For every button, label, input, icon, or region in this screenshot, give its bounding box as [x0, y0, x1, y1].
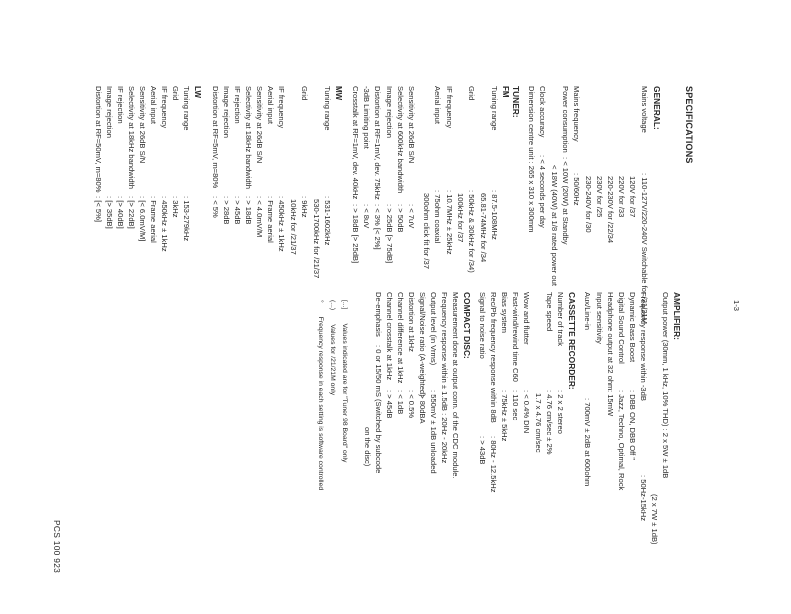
- spec-text: Distortion at 1kHz: [407, 292, 416, 352]
- spec-text: Grid: [300, 86, 309, 101]
- spec-text: 530-1700kHz for /21/37: [312, 199, 321, 279]
- footnote-text: Frequency response in each setting is software controlled: [317, 316, 324, 491]
- spec-text: Clock accuracy: [538, 86, 547, 138]
- spec-text: -3dB Limiting point: [362, 86, 371, 149]
- spec-text: : < 0.4% DIN: [522, 390, 531, 434]
- subsection-heading: MW: [334, 86, 343, 101]
- spec-text: 120V for /37: [628, 176, 637, 218]
- spec-text: Signal/Noise ratio (A-weighted): [418, 292, 427, 397]
- spec-text: 65.81-74MHz for /34: [479, 193, 488, 263]
- spec-text: IF frequency: [277, 86, 286, 129]
- spec-text: IF rejection: [116, 86, 125, 124]
- spec-text: : 2 x 2 stereo: [556, 390, 565, 434]
- spec-text: Channel crosstalk at 1kHz: [385, 292, 394, 381]
- spec-text: Sensitivity at 26dB S/N: [407, 86, 416, 164]
- spec-text: : 450kHz ± 1kHz: [277, 196, 286, 252]
- spec-text: : > 50dB: [396, 204, 405, 233]
- spec-text: : [> 22dB]: [127, 196, 136, 229]
- spec-text: : DBB ON, DBB Off ": [628, 390, 637, 461]
- spec-text: : 550mV ± 1dB unloaded: [429, 390, 438, 474]
- section-heading: TUNER:: [511, 86, 521, 118]
- spec-text: : [< 6.0mV/M]: [138, 196, 147, 242]
- spec-text: : 10.7MHz ± 25kHz: [445, 190, 454, 255]
- spec-text: Frequency response within -3dB: [639, 292, 648, 401]
- spec-text: Signal to noise ratio: [478, 292, 487, 359]
- spec-text: : > 45dB: [233, 196, 242, 225]
- spec-text: Dynamic Bass Boost: [628, 292, 637, 363]
- subsection-heading: LW: [193, 86, 202, 98]
- spec-text: Fast-wind/rewind time C60: [511, 292, 520, 382]
- spec-text: Aerial input: [433, 86, 442, 124]
- spec-text: : Frame aerial: [149, 196, 158, 243]
- spec-text: : < 5%: [211, 196, 220, 218]
- spec-text: Sensitivity at 26dB S/N: [255, 86, 264, 164]
- spec-text: on the disc): [363, 427, 372, 467]
- section-heading: GENERAL:: [652, 86, 662, 130]
- spec-text: 10kHz for /21/37: [289, 199, 298, 255]
- spec-text: : 15mW: [606, 390, 615, 417]
- spec-text: Crosstalk at RF=1mV, dev. 40kHz: [351, 86, 360, 200]
- spec-text: : 75ohm coaxial: [433, 190, 442, 244]
- spec-text: Aerial input: [149, 86, 158, 124]
- spec-text: : [> 35dB]: [105, 196, 114, 229]
- footnote: [340, 300, 347, 462]
- spec-text: Bias system: [500, 292, 509, 333]
- footnote-text: Values for /21/21M only: [329, 324, 336, 396]
- spec-text: Output power (30mm, 1 kHz, 10% THD) : 2 x 5W ± 1dB: [661, 292, 670, 479]
- spec-text: Tape speed: [545, 292, 554, 332]
- spec-text: Sensitivity at 26dB S/N: [138, 86, 147, 164]
- spec-text: : 153-279kHz: [182, 196, 191, 242]
- spec-text: 1.7 x 4.76 cm/sec: [534, 393, 543, 453]
- spec-text: : 3kHz: [171, 196, 180, 218]
- spec-text: : 450kHz ± 1kHz: [160, 196, 169, 252]
- footnote-mark: (...): [329, 300, 336, 311]
- spec-text: 230-240V for /30: [584, 176, 593, 233]
- spec-text: Image rejection: [105, 86, 114, 138]
- spec-text: Digital Sound Control: [617, 292, 626, 364]
- spec-text: Image rejection: [222, 86, 231, 138]
- spec-text: : > 80dBA: [418, 390, 427, 424]
- spec-text: Distortion at RF=50mV, m=80%: [94, 86, 103, 193]
- spec-text: Aux/Line-in: [583, 292, 592, 330]
- spec-text: : < 0.5%: [407, 390, 416, 419]
- spec-text: Mains voltage: [640, 86, 649, 133]
- footnote-mark: °: [317, 300, 324, 303]
- spec-text: : 50/60Hz: [572, 173, 581, 206]
- spec-text: 100kHz for /37: [456, 193, 465, 243]
- spec-text: Number of track: [556, 292, 565, 347]
- spec-text: Mains frequency: [572, 86, 581, 142]
- spec-text: : < 10W (20W) at Standby: [561, 157, 570, 245]
- spec-text: Grid: [467, 86, 476, 101]
- page-number: 1-3: [732, 300, 741, 311]
- spec-text: : [< 5%]: [94, 196, 103, 222]
- spec-text: Output level (in Vrms): [429, 292, 438, 366]
- spec-text: 220V for /33: [617, 176, 626, 218]
- spec-text: Wow and flutter: [522, 292, 531, 345]
- spec-text: : 0 or 15/50 mS (Switched by subcode: [374, 345, 383, 474]
- spec-text: : < 7uV: [407, 204, 416, 229]
- spec-text: Headphone output at 32 ohm: [606, 292, 615, 391]
- section-heading: COMPACT DISC:: [462, 292, 472, 359]
- spec-text: IF frequency: [445, 86, 454, 129]
- page-title: SPECIFICATIONS: [684, 86, 694, 164]
- spec-text: < 18W (40W) at 1/8 rated power out: [550, 165, 559, 286]
- section-heading: AMPLIFIER:: [672, 292, 682, 340]
- spec-text: : Jazz, Techno, Optimal, Rock: [617, 390, 626, 491]
- document-code: PCS 100 923: [52, 520, 62, 574]
- spec-text: : 80Hz - 12.5kHz: [489, 436, 498, 493]
- spec-text: Aerial input: [266, 86, 275, 124]
- spec-text: : > 28dB: [222, 196, 231, 225]
- spec-text: 230V for /25: [595, 176, 604, 218]
- spec-text: IF rejection: [233, 86, 242, 124]
- spec-text: : 700mV ± 2dB at 600ohm: [583, 398, 592, 487]
- spec-text: Distortion at RF=1mV, dev. 75kHz: [373, 86, 382, 200]
- spec-text: : > 43dB: [478, 436, 487, 465]
- spec-text: : > 45dB: [385, 390, 394, 419]
- spec-text: 300ohm click fit for /37: [422, 193, 431, 269]
- spec-text: : 75kHz ± 5kHz: [500, 390, 509, 442]
- spec-text: : 50Hz-15kHz: [639, 475, 648, 522]
- spec-text: : 9kHz: [300, 196, 309, 218]
- spec-text: Frequency response within ± 1.5dB : 20Hz - 20kHz: [440, 292, 449, 464]
- footnote-mark: [...]: [341, 300, 348, 310]
- spec-text: Selectivity at 18kHz bandwidth: [244, 86, 253, 189]
- spec-text: : < 8uV: [362, 204, 371, 229]
- spec-text: Channel difference at 1kHz: [396, 292, 405, 384]
- spec-text: : Frame aerial: [266, 196, 275, 243]
- spec-text: : 531-1602kHz: [323, 196, 332, 246]
- spec-text: : < 3% [< 2%]: [373, 204, 382, 250]
- spec-text: Dimension centre unit : 265 x 310 x 300mm: [527, 86, 536, 233]
- spec-text: Image rejection: [385, 86, 394, 138]
- section-heading: CASSETTE RECORDER:: [567, 292, 577, 390]
- spec-text: Selectivity at 18kHz bandwidth: [127, 86, 136, 189]
- spec-text: Tuning range: [323, 86, 332, 131]
- spec-text: : > 18dB [> 25dB]: [351, 204, 360, 264]
- spec-text: : 4.76 cm/sec ± 2%: [545, 390, 554, 455]
- spec-text: Selectivity at 600kHz bandwidth: [396, 86, 405, 194]
- spec-text: : > 18dB: [244, 196, 253, 225]
- subsection-heading: FM: [501, 86, 510, 98]
- spec-text: : 110-127V/220-240V Switchable for /21/21M: [640, 173, 649, 324]
- spec-text: : > 25dB [> 75dB]: [385, 204, 394, 264]
- spec-text: : < 4 seconds per day: [538, 155, 547, 228]
- footnote: [316, 300, 323, 490]
- spec-text: Measurement done at output conn. of the CDC module.: [451, 292, 460, 479]
- spec-text: Distortion at RF=5mV, m=80%: [211, 86, 220, 189]
- spec-text: Power consumption: [561, 86, 570, 153]
- spec-text: Tuning range: [490, 86, 499, 131]
- spec-text: IF frequency: [160, 86, 169, 129]
- spec-text: Tuning range: [182, 86, 191, 131]
- spec-text: De-emphasis: [374, 292, 383, 337]
- footnote-text: Values indicated are for "Tuner 98 Board" only: [341, 323, 348, 463]
- spec-text: : 87.5-108MHz: [490, 190, 499, 240]
- spec-text: : [> 40dB]: [116, 196, 125, 229]
- spec-text: : 110 sec: [511, 390, 520, 421]
- spec-text: : 50kHz & 30kHz for /34): [467, 190, 476, 273]
- spec-text: (2 x 7W ± 1dB): [650, 494, 659, 545]
- spec-text: Grid: [171, 86, 180, 101]
- spec-text: : < 4.0mV/M: [255, 196, 264, 238]
- footnote: [328, 300, 335, 395]
- spec-text: 220-230V for /22/34: [606, 176, 615, 244]
- spec-text: Rec/Pb frequency response within 8dB: [489, 292, 498, 423]
- spec-text: : < 1dB: [396, 390, 405, 415]
- spec-text: Input sensitivity: [595, 292, 604, 344]
